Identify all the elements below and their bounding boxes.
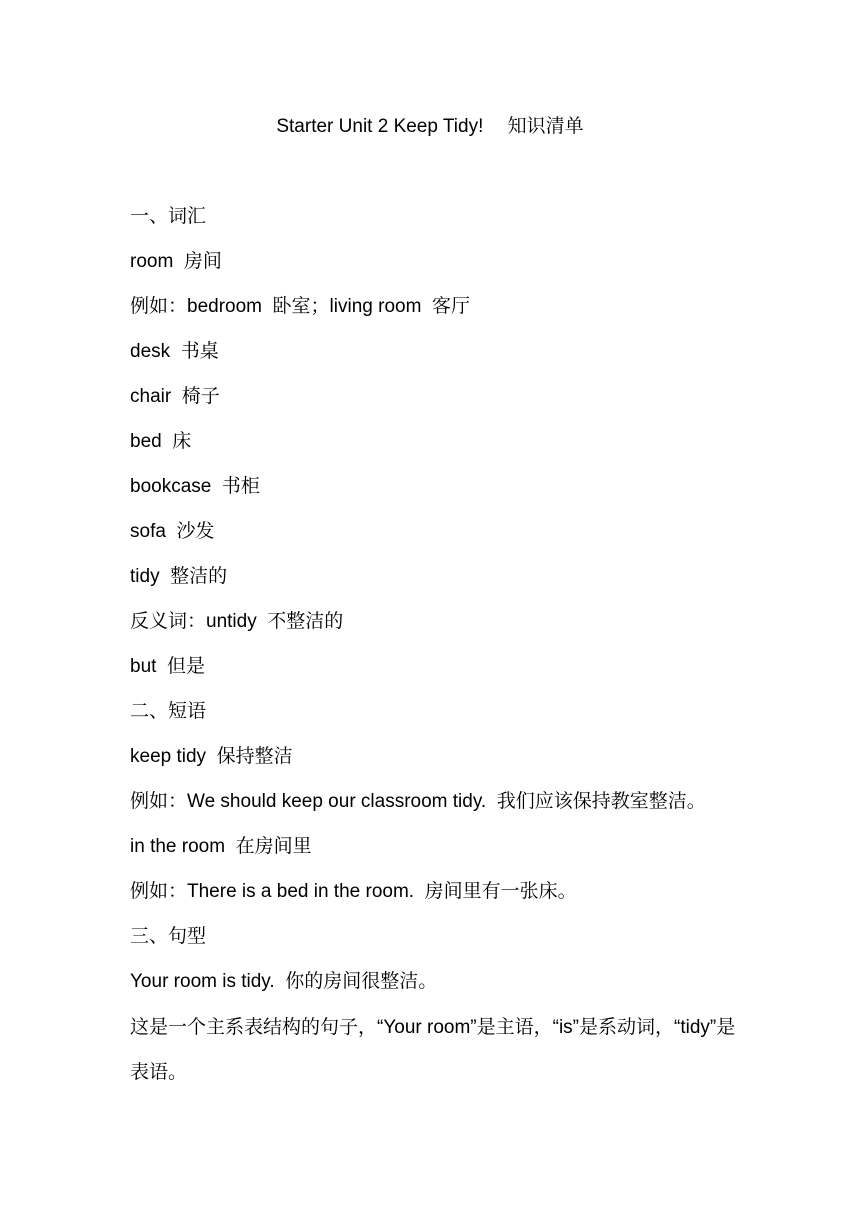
vocab-but: but 但是 bbox=[130, 656, 205, 677]
sentence-explanation: 这是一个主系表结构的句子，“Your room”是主语，“is”是系动词，“tidy”是表语。 bbox=[130, 1017, 736, 1083]
vocab-sofa: sofa 沙发 bbox=[130, 521, 215, 542]
document-body bbox=[130, 202, 750, 1095]
vocab-desk: desk 书桌 bbox=[130, 341, 219, 362]
phrase-keep-tidy-example: 例如：We should keep our classroom tidy. 我们应该保持教室整洁。 bbox=[130, 791, 706, 812]
vocab-tidy-antonym: 反义词：untidy 不整洁的 bbox=[130, 611, 344, 632]
sentence-your-room: Your room is tidy. 你的房间很整洁。 bbox=[130, 971, 438, 992]
vocab-tidy: tidy 整洁的 bbox=[130, 566, 228, 587]
phrase-keep-tidy: keep tidy 保持整洁 bbox=[130, 746, 293, 767]
vocab-room: room 房间 bbox=[130, 251, 222, 272]
phrase-in-the-room-example: 例如：There is a bed in the room. 房间里有一张床。 bbox=[130, 881, 577, 902]
vocab-chair: chair 椅子 bbox=[130, 386, 220, 407]
vocab-bed: bed 床 bbox=[130, 431, 192, 452]
section-heading-sentences: 三、句型 bbox=[130, 926, 207, 947]
vocab-bookcase: bookcase 书柜 bbox=[130, 476, 260, 497]
phrase-in-the-room: in the room 在房间里 bbox=[130, 836, 312, 857]
section-heading-vocabulary: 一、词汇 bbox=[130, 206, 207, 227]
vocab-room-example: 例如：bedroom 卧室；living room 客厅 bbox=[130, 296, 470, 317]
document-title: Starter Unit 2 Keep Tidy! 知识清单 bbox=[276, 116, 584, 137]
section-heading-phrases: 二、短语 bbox=[130, 701, 207, 722]
